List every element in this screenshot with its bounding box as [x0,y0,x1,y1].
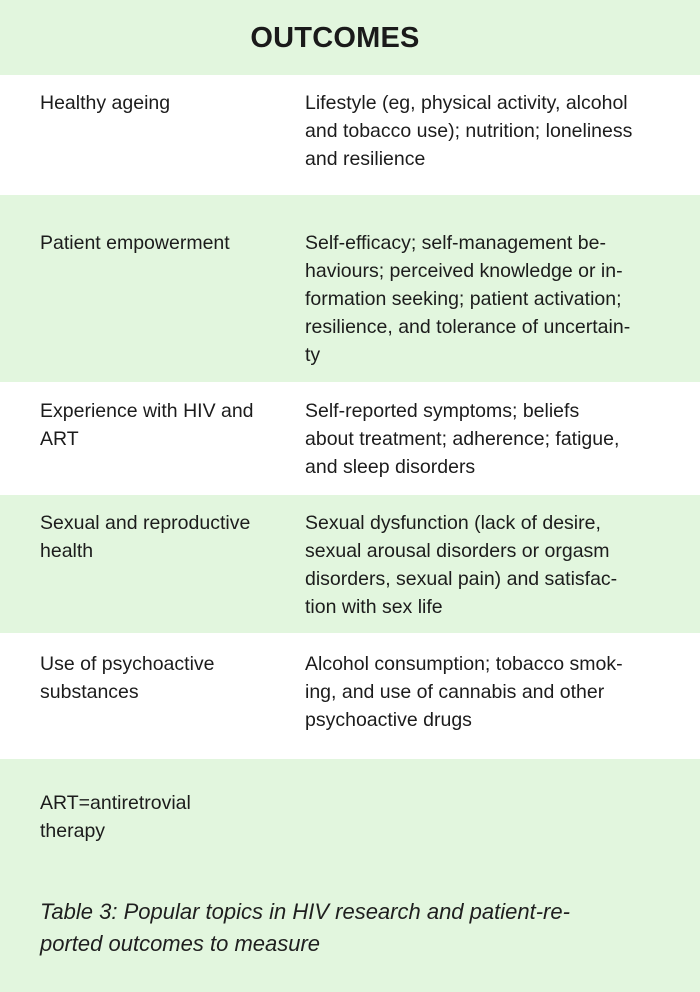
table-header [0,0,700,75]
abbreviation-footnote: ART=antiretrovial therapy [40,792,191,842]
table-title: OUTCOMES [250,22,420,54]
outcome-cell: Sexual dysfunction (lack of desire, sexual arousal disorders or orgasm disorders, sexual pain) and satisfac- tion with sex life [305,512,618,618]
outcome-cell: Lifestyle (eg, physical activity, alcohol and tobacco use); nutrition; loneliness and resilience [305,92,633,170]
outcome-cell: Self-efficacy; self-management be- haviours; perceived knowledge or in- formation seeking; patient activation; resilience, and tolerance of uncertain- ty [305,232,631,366]
outcome-cell: Self-reported symptoms; beliefs about treatment; adherence; fatigue, and sleep disorders [305,400,620,478]
table-row [0,495,700,633]
topic-cell: Experience with HIV and ART [40,400,254,450]
topic-cell: Sexual and reproductive health [40,512,251,562]
topic-cell: Healthy ageing [40,92,171,114]
outcome-cell: Alcohol consumption; tobacco smok- ing, and use of cannabis and other psychoactive drugs [305,653,623,731]
topic-cell: Patient empowerment [40,232,230,254]
table-row [0,633,700,759]
table-row [0,382,700,495]
table-row [0,75,700,195]
table-caption: Table 3: Popular topics in HIV research and patient-re- ported outcomes to measure [40,899,570,956]
topic-cell: Use of psychoactive substances [40,653,215,703]
table-row [0,195,700,382]
